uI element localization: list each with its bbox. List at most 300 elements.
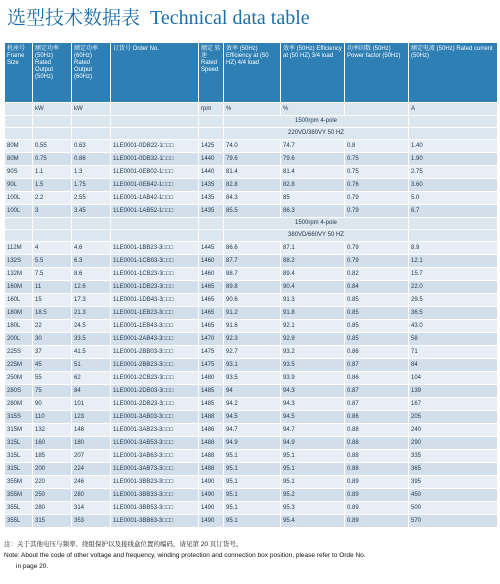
rated-speed-cell: 1445 [199,242,223,254]
unit-rated-current: A [409,103,497,115]
section-blank [199,116,223,127]
efficiency-three-quarter-load-cell: 94.5 [281,411,344,423]
unit-order-no [111,103,198,115]
rated-output-50hz-cell: 132 [33,424,71,436]
rated-output-50hz-cell: 18.5 [33,307,71,319]
section-blank [111,128,198,139]
efficiency-full-load-cell: 81.4 [224,166,280,178]
header-efficiency-full-load: 效率 (50Hz) Efficiency at (50 HZ) 4/4 load [224,43,280,102]
header-rated-output-50hz: 额定功率 (50Hz) Rated Output (50Hz) [33,43,71,102]
order-no-cell: 1LE0001-1EB43-3□□□ [111,320,198,332]
rated-speed-cell: 1485 [199,398,223,410]
section-header-row [5,128,497,139]
table-row [5,411,497,423]
rated-speed-cell: 1475 [199,346,223,358]
power-factor-cell: 0.79 [345,205,408,217]
section-blank [409,128,497,139]
efficiency-three-quarter-load-cell: 95.1 [281,476,344,488]
unit-rated-speed: rpm [199,103,223,115]
efficiency-three-quarter-load-cell: 88.2 [281,255,344,267]
frame-size-cell: 315L [5,463,32,475]
rated-current-cell: 58 [409,333,497,345]
efficiency-three-quarter-load-cell: 93.9 [281,372,344,384]
order-no-cell: 1LE0001-1AB52-1□□□ [111,205,198,217]
header-power-factor: 功率因数 (50Hz) Power factor (50Hz) [345,43,408,102]
order-no-cell: 1LE0001-2CB23-3□□□ [111,372,198,384]
order-no-cell: 1LE0001-0DB32-1□□□ [111,153,198,165]
power-factor-cell: 0.85 [345,320,408,332]
frame-size-cell: 80M [5,140,32,152]
rated-current-cell: 36.5 [409,307,497,319]
efficiency-full-load-cell: 91.2 [224,307,280,319]
section-speed-pole-label: 1500rpm 4-pole [224,218,408,229]
order-no-cell: 1LE0001-3AB53-3□□□ [111,437,198,449]
order-no-cell: 1LE0001-0EB42-1□□□ [111,179,198,191]
unit-efficiency-three-quarter-load: % [281,103,344,115]
efficiency-full-load-cell: 94 [224,385,280,397]
rated-output-60hz-cell: 6.3 [72,255,110,267]
rated-current-cell: 365 [409,463,497,475]
rated-output-50hz-cell: 75 [33,385,71,397]
power-factor-cell: 0.87 [345,385,408,397]
unit-efficiency-full-load: % [224,103,280,115]
rated-output-60hz-cell: 2.55 [72,192,110,204]
table-row [5,205,497,217]
rated-output-50hz-cell: 250 [33,489,71,501]
order-no-cell: 1LE0001-3AB73-3□□□ [111,463,198,475]
rated-output-60hz-cell: 12.6 [72,281,110,293]
efficiency-three-quarter-load-cell: 82.8 [281,179,344,191]
efficiency-full-load-cell: 94.9 [224,437,280,449]
efficiency-full-load-cell: 86.6 [224,242,280,254]
rated-speed-cell: 1490 [199,502,223,514]
table-row [5,333,497,345]
efficiency-three-quarter-load-cell: 79.6 [281,153,344,165]
order-no-cell: 1LE0001-0DB22-1□□□ [111,140,198,152]
power-factor-cell: 0.88 [345,463,408,475]
rated-output-60hz-cell: 0.86 [72,153,110,165]
efficiency-three-quarter-load-cell: 94.3 [281,385,344,397]
table-row [5,450,497,462]
rated-output-60hz-cell: 21.3 [72,307,110,319]
table-row [5,424,497,436]
header-efficiency-three-quarter-load: 效率 (50Hz) Efficiency at (50 HZ) 3/4 load [281,43,344,102]
rated-current-cell: 3.60 [409,179,497,191]
efficiency-full-load-cell: 95.1 [224,489,280,501]
frame-size-cell: 160L [5,294,32,306]
rated-current-cell: 2.75 [409,166,497,178]
efficiency-three-quarter-load-cell: 74.7 [281,140,344,152]
order-no-cell: 1LE0001-2BB23-3□□□ [111,359,198,371]
rated-output-50hz-cell: 1.1 [33,166,71,178]
power-factor-cell: 0.86 [345,411,408,423]
order-no-cell: 1LE0001-3AB23-3□□□ [111,424,198,436]
frame-size-cell: 132S [5,255,32,267]
rated-current-cell: 5.0 [409,192,497,204]
table-row [5,489,497,501]
power-factor-cell: 0.84 [345,281,408,293]
rated-output-50hz-cell: 185 [33,450,71,462]
power-factor-cell: 0.89 [345,515,408,527]
order-no-cell: 1LE0001-3AB03-3□□□ [111,411,198,423]
efficiency-full-load-cell: 95.1 [224,463,280,475]
frame-size-cell: 315M [5,424,32,436]
frame-size-cell: 200L [5,333,32,345]
efficiency-full-load-cell: 79.6 [224,153,280,165]
section-blank [409,230,497,241]
rated-output-50hz-cell: 160 [33,437,71,449]
efficiency-three-quarter-load-cell: 95.1 [281,463,344,475]
rated-output-50hz-cell: 0.75 [33,153,71,165]
efficiency-full-load-cell: 92.3 [224,333,280,345]
header-rated-output-60hz: 额定功率 (60Hz) Rated Output (60Hz) [72,43,110,102]
order-no-cell: 1LE0001-3BB23-3□□□ [111,476,198,488]
rated-speed-cell: 1435 [199,205,223,217]
power-factor-cell: 0.89 [345,476,408,488]
frame-size-cell: 225M [5,359,32,371]
table-row [5,268,497,280]
order-no-cell: 1LE0001-1AB42-1□□□ [111,192,198,204]
efficiency-three-quarter-load-cell: 92.1 [281,320,344,332]
efficiency-three-quarter-load-cell: 94.7 [281,424,344,436]
order-no-cell: 1LE0001-3AB63-3□□□ [111,450,198,462]
table-row [5,437,497,449]
frame-size-cell: 225S [5,346,32,358]
order-no-cell: 1LE0001-1CB23-3□□□ [111,268,198,280]
efficiency-full-load-cell: 82.8 [224,179,280,191]
efficiency-three-quarter-load-cell: 95.2 [281,489,344,501]
order-no-cell: 1LE0001-3BB33-3□□□ [111,489,198,501]
rated-output-50hz-cell: 200 [33,463,71,475]
rated-speed-cell: 1475 [199,359,223,371]
section-blank [5,230,32,241]
power-factor-cell: 0.85 [345,294,408,306]
section-blank [199,218,223,229]
section-blank [111,230,198,241]
power-factor-cell: 0.89 [345,489,408,501]
rated-current-cell: 8.9 [409,242,497,254]
rated-output-50hz-cell: 5.5 [33,255,71,267]
rated-output-50hz-cell: 110 [33,411,71,423]
frame-size-cell: 80M [5,153,32,165]
rated-current-cell: 6.7 [409,205,497,217]
efficiency-full-load-cell: 93.1 [224,359,280,371]
rated-current-cell: 205 [409,411,497,423]
header-frame-size: 机座号 Frame Size [5,43,32,102]
rated-current-cell: 43.0 [409,320,497,332]
rated-speed-cell: 1460 [199,268,223,280]
efficiency-three-quarter-load-cell: 95.3 [281,502,344,514]
power-factor-cell: 0.75 [345,153,408,165]
frame-size-cell: 100L [5,192,32,204]
efficiency-three-quarter-load-cell: 81.4 [281,166,344,178]
unit-frame-size [5,103,32,115]
rated-output-60hz-cell: 123 [72,411,110,423]
power-factor-cell: 0.87 [345,359,408,371]
efficiency-full-load-cell: 94.5 [224,411,280,423]
order-no-cell: 1LE0001-2DB03-3□□□ [111,385,198,397]
rated-output-60hz-cell: 51 [72,359,110,371]
frame-size-cell: 180L [5,320,32,332]
section-blank [5,128,32,139]
order-no-cell: 1LE0001-0EB02-1□□□ [111,166,198,178]
efficiency-three-quarter-load-cell: 91.3 [281,294,344,306]
rated-speed-cell: 1465 [199,294,223,306]
section-blank [5,218,32,229]
power-factor-cell: 0.86 [345,372,408,384]
power-factor-cell: 0.88 [345,424,408,436]
section-header-row [5,116,497,127]
rated-output-50hz-cell: 30 [33,333,71,345]
section-blank [33,218,71,229]
rated-current-cell: 570 [409,515,497,527]
efficiency-three-quarter-load-cell: 90.4 [281,281,344,293]
efficiency-full-load-cell: 94.2 [224,398,280,410]
rated-output-60hz-cell: 17.3 [72,294,110,306]
efficiency-full-load-cell: 94.7 [224,424,280,436]
unit-power-factor [345,103,408,115]
order-no-cell: 1LE0001-1DB23-3□□□ [111,281,198,293]
rated-speed-cell: 1480 [199,372,223,384]
order-no-cell: 1LE0001-3BB53-3□□□ [111,502,198,514]
frame-size-cell: 355M [5,489,32,501]
title-en: Technical data table [150,7,310,29]
efficiency-full-load-cell: 89.8 [224,281,280,293]
rated-speed-cell: 1435 [199,179,223,191]
table-row [5,192,497,204]
table-row [5,502,497,514]
rated-current-cell: 12.1 [409,255,497,267]
section-blank [33,230,71,241]
rated-speed-cell: 1460 [199,255,223,267]
power-factor-cell: 0.86 [345,346,408,358]
rated-speed-cell: 1425 [199,140,223,152]
rated-current-cell: 22.0 [409,281,497,293]
rated-speed-cell: 1490 [199,489,223,501]
table-row [5,515,497,527]
order-no-cell: 1LE0001-1CB03-3□□□ [111,255,198,267]
rated-output-50hz-cell: 4 [33,242,71,254]
efficiency-full-load-cell: 93.5 [224,372,280,384]
efficiency-three-quarter-load-cell: 93.5 [281,359,344,371]
table-row [5,463,497,475]
rated-output-60hz-cell: 3.45 [72,205,110,217]
power-factor-cell: 0.89 [345,502,408,514]
table-row [5,346,497,358]
frame-size-cell: 100L [5,205,32,217]
rated-output-60hz-cell: 314 [72,502,110,514]
table-row [5,166,497,178]
header-row [5,43,497,102]
rated-output-60hz-cell: 224 [72,463,110,475]
table-row [5,372,497,384]
frame-size-cell: 132M [5,268,32,280]
unit-rated-output-50hz: kW [33,103,71,115]
power-factor-cell: 0.79 [345,192,408,204]
section-voltage-label: 380VD/660VY 50 HZ [224,230,408,241]
section-blank [111,116,198,127]
rated-current-cell: 450 [409,489,497,501]
rated-output-60hz-cell: 280 [72,489,110,501]
order-no-cell: 1LE0001-2DB23-3□□□ [111,398,198,410]
header-order-no: 订货号 Order No. [111,43,198,102]
frame-size-cell: 90L [5,179,32,191]
rated-current-cell: 84 [409,359,497,371]
rated-current-cell: 139 [409,385,497,397]
table-row [5,140,497,152]
power-factor-cell: 0.75 [345,166,408,178]
power-factor-cell: 0.79 [345,255,408,267]
rated-output-60hz-cell: 1.3 [72,166,110,178]
rated-output-60hz-cell: 8.6 [72,268,110,280]
rated-output-60hz-cell: 24.5 [72,320,110,332]
rated-output-60hz-cell: 62 [72,372,110,384]
efficiency-full-load-cell: 90.6 [224,294,280,306]
note-zh: 注：关于其他电压与频率、绕组保护以及接线盒位置的编码，请见第 20 页订货号。 [4,541,243,548]
units-row [5,103,497,115]
rated-current-cell: 290 [409,437,497,449]
section-blank [33,128,71,139]
footnote [4,539,498,572]
rated-output-50hz-cell: 90 [33,398,71,410]
rated-output-50hz-cell: 315 [33,515,71,527]
power-factor-cell: 0.88 [345,450,408,462]
efficiency-full-load-cell: 74.0 [224,140,280,152]
power-factor-cell: 0.76 [345,179,408,191]
efficiency-three-quarter-load-cell: 89.4 [281,268,344,280]
rated-output-50hz-cell: 7.5 [33,268,71,280]
section-speed-pole-label: 1500rpm 4-pole [224,116,408,127]
section-blank [72,218,110,229]
efficiency-full-load-cell: 87.7 [224,255,280,267]
rated-output-50hz-cell: 22 [33,320,71,332]
note-en-line2: in page 20. [16,563,49,570]
section-blank [409,218,497,229]
table-row [5,281,497,293]
note-en-line1: Note: About the code of other voltage and frequency, winding protection and connection box position, please refer to Orde No. [4,552,366,559]
page-title [7,3,310,31]
frame-size-cell: 280M [5,398,32,410]
rated-output-50hz-cell: 37 [33,346,71,358]
rated-speed-cell: 1490 [199,515,223,527]
rated-speed-cell: 1488 [199,437,223,449]
order-no-cell: 1LE0001-1DB43-3□□□ [111,294,198,306]
frame-size-cell: 180M [5,307,32,319]
section-blank [409,116,497,127]
rated-output-60hz-cell: 148 [72,424,110,436]
frame-size-cell: 355L [5,515,32,527]
rated-speed-cell: 1485 [199,385,223,397]
rated-current-cell: 1.90 [409,153,497,165]
rated-output-60hz-cell: 353 [72,515,110,527]
rated-speed-cell: 1465 [199,281,223,293]
efficiency-full-load-cell: 95.1 [224,476,280,488]
rated-output-50hz-cell: 15 [33,294,71,306]
order-no-cell: 1LE0001-2AB43-3□□□ [111,333,198,345]
rated-current-cell: 29.5 [409,294,497,306]
rated-output-60hz-cell: 207 [72,450,110,462]
rated-output-60hz-cell: 4.6 [72,242,110,254]
section-blank [33,116,71,127]
section-header-row [5,218,497,229]
section-header-row [5,230,497,241]
rated-speed-cell: 1488 [199,411,223,423]
efficiency-three-quarter-load-cell: 94.9 [281,437,344,449]
rated-current-cell: 335 [409,450,497,462]
power-factor-cell: 0.87 [345,398,408,410]
frame-size-cell: 355M [5,476,32,488]
rated-speed-cell: 1488 [199,463,223,475]
rated-output-50hz-cell: 220 [33,476,71,488]
technical-data-table [4,42,498,528]
table-row [5,307,497,319]
rated-output-50hz-cell: 1.5 [33,179,71,191]
efficiency-full-load-cell: 85.5 [224,205,280,217]
section-voltage-label: 220VD/380VY 50 HZ [224,128,408,139]
rated-speed-cell: 1488 [199,450,223,462]
power-factor-cell: 0.79 [345,242,408,254]
efficiency-three-quarter-load-cell: 92.9 [281,333,344,345]
rated-speed-cell: 1465 [199,320,223,332]
efficiency-full-load-cell: 95.1 [224,515,280,527]
efficiency-three-quarter-load-cell: 87.1 [281,242,344,254]
table-row [5,242,497,254]
frame-size-cell: 315L [5,437,32,449]
frame-size-cell: 112M [5,242,32,254]
rated-output-50hz-cell: 3 [33,205,71,217]
rated-output-50hz-cell: 45 [33,359,71,371]
order-no-cell: 1LE0001-3BB63-3□□□ [111,515,198,527]
rated-current-cell: 1.40 [409,140,497,152]
frame-size-cell: 280S [5,385,32,397]
table-body [5,43,497,527]
table-row [5,359,497,371]
rated-output-60hz-cell: 84 [72,385,110,397]
efficiency-full-load-cell: 92.7 [224,346,280,358]
section-blank [72,230,110,241]
efficiency-full-load-cell: 88.7 [224,268,280,280]
header-rated-speed: 额定 转速 Rated Speed [199,43,223,102]
order-no-cell: 1LE0001-1BB23-3□□□ [111,242,198,254]
rated-output-60hz-cell: 180 [72,437,110,449]
rated-output-60hz-cell: 0.63 [72,140,110,152]
efficiency-three-quarter-load-cell: 95.4 [281,515,344,527]
frame-size-cell: 355L [5,502,32,514]
power-factor-cell: 0.85 [345,333,408,345]
rated-output-60hz-cell: 1.75 [72,179,110,191]
rated-speed-cell: 1490 [199,476,223,488]
efficiency-full-load-cell: 84.3 [224,192,280,204]
rated-output-50hz-cell: 2.2 [33,192,71,204]
power-factor-cell: 0.88 [345,437,408,449]
efficiency-full-load-cell: 91.6 [224,320,280,332]
frame-size-cell: 160M [5,281,32,293]
frame-size-cell: 315L [5,450,32,462]
rated-current-cell: 15.7 [409,268,497,280]
section-blank [72,128,110,139]
rated-current-cell: 71 [409,346,497,358]
power-factor-cell: 0.85 [345,307,408,319]
rated-output-60hz-cell: 41.5 [72,346,110,358]
order-no-cell: 1LE0001-2BB03-3□□□ [111,346,198,358]
rated-output-60hz-cell: 246 [72,476,110,488]
power-factor-cell: 0.82 [345,268,408,280]
rated-output-60hz-cell: 33.5 [72,333,110,345]
table-row [5,385,497,397]
rated-speed-cell: 1470 [199,333,223,345]
rated-speed-cell: 1440 [199,166,223,178]
table-row [5,179,497,191]
